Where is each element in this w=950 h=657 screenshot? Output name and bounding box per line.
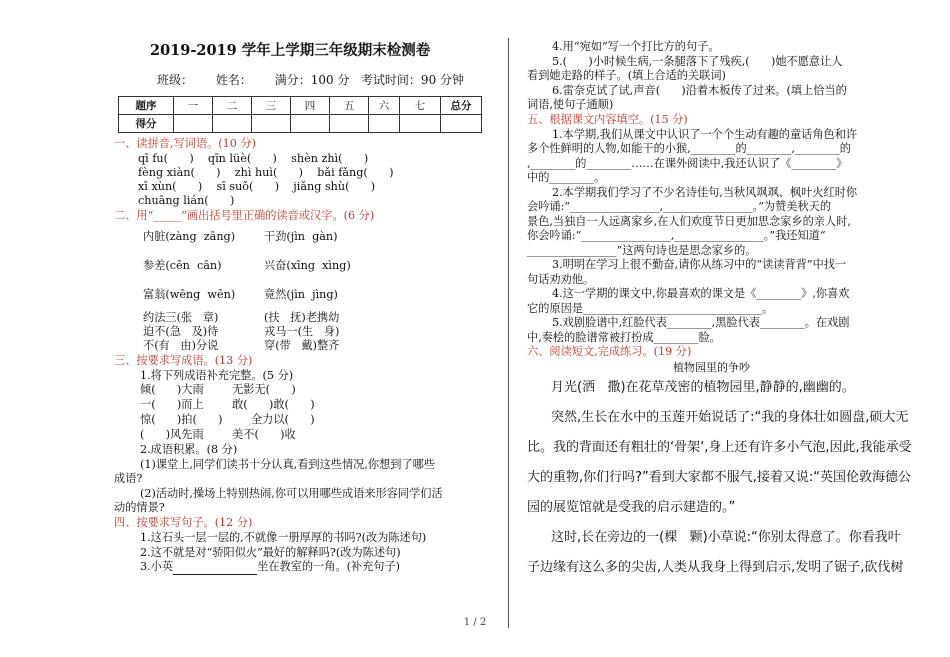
- fill-line[interactable]: 5.戏剧脸谱中,红脸代表________,黑脸代表________。在戏剧: [552, 316, 850, 329]
- score-input-cell[interactable]: [291, 115, 330, 133]
- fill-line[interactable]: 4.这一学期的课文中,你最喜欢的课文是《________》,你喜欢: [552, 287, 850, 300]
- sentence-task: 1.这石头一层一层的,不就像一册厚厚的书吗?(改为陈述句): [140, 531, 427, 544]
- char-choice[interactable]: (扶 抚)老携幼: [264, 311, 340, 324]
- char-choice[interactable]: 戎马一(生 身): [264, 325, 340, 338]
- page-title: 2019-2019 学年上学期三年级期末检测卷: [150, 42, 431, 59]
- fill-line[interactable]: 它的原因是________________________________。: [527, 302, 774, 315]
- section-3-title: 三、按要求写成语。(13 分): [114, 354, 253, 367]
- score-cell: 总分: [441, 97, 482, 115]
- score-cell: 题序: [119, 97, 174, 115]
- idiom-line: 2.成语积累。(8 分): [140, 443, 238, 456]
- char-choice[interactable]: 穿(带 戴)整齐: [264, 339, 340, 352]
- score-table-header-row: [119, 97, 482, 115]
- reading-choice[interactable]: 富翁(wēng wēn): [143, 288, 236, 301]
- score-table-score-row: [119, 115, 482, 133]
- sentence-task: 看到她走路的样子。(填上合适的关联词): [527, 69, 726, 82]
- score-cell: 四: [291, 97, 330, 115]
- score-cell: 得分: [119, 115, 174, 133]
- idiom-line[interactable]: 惊( )拍( ) 全力以( ): [140, 413, 315, 426]
- idiom-line: 成语?: [114, 472, 143, 485]
- fill-line: 句话劝劝他。: [527, 273, 595, 286]
- score-cell: 五: [330, 97, 369, 115]
- story-paragraph: 比。我的背面还有粗壮的‘骨架’,身上还有许多小气泡,因此,我能承受: [527, 440, 912, 455]
- sentence-task: [140, 560, 400, 575]
- char-choice[interactable]: 约法三(张 章): [143, 311, 219, 324]
- story-paragraph: 子边缘有这么多的尖齿,人类从我身上得到启示,发明了锯子,砍伐树: [527, 560, 904, 575]
- score-input-cell[interactable]: [174, 115, 213, 133]
- score-cell: 一: [174, 97, 213, 115]
- section-6-title: 六、阅读短文,完成练习。(19 分): [527, 345, 692, 358]
- score-input-cell[interactable]: [330, 115, 369, 133]
- reading-choice[interactable]: 内脏(zàng zāng): [143, 230, 236, 243]
- pinyin-line: fèng xiàn( ) zhì huì( ) bǎi fǎng( ): [138, 166, 394, 179]
- idiom-line[interactable]: ( )风先雨 美不( )收: [140, 428, 296, 441]
- score-cell: 六: [369, 97, 400, 115]
- sentence-task: 6.雷奈克试了试,声音( )沿着木板传了过来。(填上恰当的: [552, 84, 847, 97]
- idiom-line[interactable]: 一( )而上 敢( )敢( ): [140, 398, 315, 411]
- fill-line: 1.本学期,我们从课文中认识了一个个生动有趣的童话角色和许: [552, 128, 858, 141]
- char-choice[interactable]: 不(有 由)分说: [143, 339, 219, 352]
- story-paragraph: 月光(洒 撒)在花草茂密的植物园里,静静的,幽幽的。: [551, 380, 855, 395]
- idiom-line: (2)活动时,操场上特别热闹,你可以用哪些成语来形容同学们活: [140, 487, 443, 500]
- pinyin-line: xī xùn( ) sī suǒ( ) jiǎng shù( ): [138, 180, 376, 193]
- story-paragraph: 突然,生长在水中的玉莲开始说话了:“我的身体壮如圆盘,硕大无: [551, 410, 909, 425]
- fill-line: 景色,当独自一人远离家乡,在人们欢度节日更加思念家乡的亲人时,: [527, 215, 851, 228]
- story-paragraph: 园的展览馆就是受我的启示建造的。”: [527, 500, 736, 515]
- answer-blank[interactable]: [173, 560, 257, 575]
- score-input-cell[interactable]: [400, 115, 441, 133]
- fill-line[interactable]: 会吟诵:“________________,________________。”为赞美秋天的: [527, 200, 832, 213]
- idiom-line: 1.将下列成语补充完整。(5 分): [140, 369, 294, 382]
- story-paragraph: 大的重物,你们行吗?”看到大家都不服气,接着又说:“英国伦敦海德公: [527, 470, 912, 485]
- section-5-title: 五、根据课文内容填空。(15 分): [527, 113, 688, 126]
- score-input-cell[interactable]: [252, 115, 291, 133]
- idiom-line[interactable]: 倾( )大雨 无影无( ): [140, 383, 296, 396]
- section-1-title: 一、读拼音,写词语。(10 分): [114, 137, 256, 150]
- score-cell: 三: [252, 97, 291, 115]
- story-paragraph: 这时,长在旁边的一(棵 颗)小草说:“你别太得意了。你看我叶: [551, 530, 901, 545]
- sentence-task-text: 3.小英: [140, 560, 174, 573]
- score-cell: 七: [400, 97, 441, 115]
- fill-line[interactable]: ,________的________……在课外阅读中,我还认识了《________》: [527, 157, 848, 170]
- sentence-task: 词语,使句子通顺): [527, 98, 614, 111]
- score-input-cell[interactable]: [213, 115, 252, 133]
- sentence-task-text: 坐在教室的一角。(补充句子): [257, 560, 401, 573]
- exam-meta: 班级： 姓名： 满分：100 分 考试时间：90 分钟: [157, 73, 465, 87]
- sentence-task: 4.用“宛如”写一个打比方的句子。: [552, 40, 720, 53]
- fill-line: 2.本学期我们学习了不少名诗佳句,当秋风飒飒、枫叶火红时你: [552, 186, 858, 199]
- fill-line[interactable]: 你会吟诵:“________________,________________。”我还知道“: [527, 229, 826, 242]
- fill-line[interactable]: 中的________。: [527, 171, 606, 184]
- fill-line[interactable]: 中,奏桧的脸谱常被打扮成________脸。: [527, 331, 721, 344]
- section-2-title: 二、用“_____”画出括号里正确的读音或汉字。(6 分): [114, 209, 375, 222]
- sentence-task: 2.这不就是对“骄阳似火”最好的解释吗?(改为陈述句): [140, 546, 401, 559]
- idiom-line: 动的情景?: [114, 501, 165, 514]
- fill-line[interactable]: 多个性鲜明的人物,如能干的小猴,________的________,________的: [527, 142, 851, 155]
- page-number: 1 / 2: [463, 617, 487, 628]
- reading-choice[interactable]: 干劲(jìn gàn): [264, 230, 338, 243]
- score-input-cell[interactable]: [369, 115, 400, 133]
- char-choice[interactable]: 迫不(急 及)待: [143, 325, 219, 338]
- idiom-line: (1)课堂上,同学们读书十分认真,看到这些情况,你想到了哪些: [140, 458, 436, 471]
- score-input-cell[interactable]: [441, 115, 482, 133]
- pinyin-line: chuāng lián( ): [138, 194, 235, 207]
- score-table: [118, 96, 482, 133]
- reading-choice[interactable]: 竟然(jìn jìng): [264, 288, 338, 301]
- fill-line: 3.明明在学习上很不勤奋,请你从练习中的“读读背背”中找一: [552, 258, 847, 271]
- column-divider: [508, 38, 509, 628]
- story-title: 植物园里的争吵: [673, 361, 750, 374]
- reading-choice[interactable]: 兴奋(xīng xìng): [264, 259, 351, 272]
- section-4-title: 四、按要求写句子。(12 分): [114, 516, 253, 529]
- score-cell: 二: [213, 97, 252, 115]
- fill-line[interactable]: ________________”这两句诗也是思念家乡的。: [527, 244, 757, 257]
- reading-choice[interactable]: 参差(cēn cān): [143, 259, 222, 272]
- sentence-task: 5.( )小时候生病,一条腿落下了残疾,( )她不愿意让人: [552, 55, 843, 68]
- pinyin-line: qī fu( ) qīn lüè( ) shèn zhì( ): [138, 152, 369, 165]
